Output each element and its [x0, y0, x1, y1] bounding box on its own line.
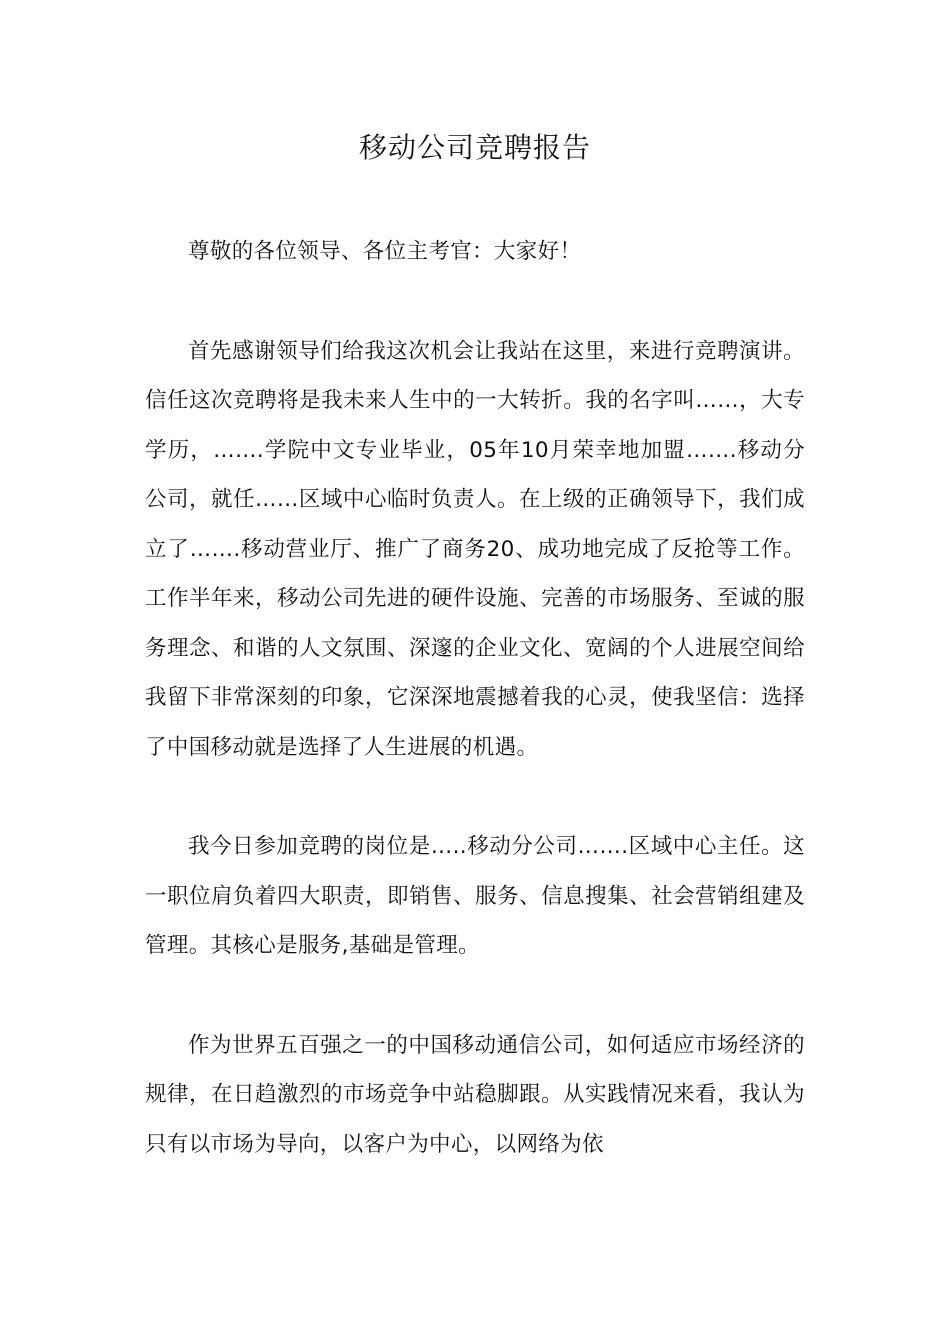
- document-body: [145, 227, 805, 1219]
- paragraph-introduction: 首先感谢领导们给我这次机会让我站在这里，来进行竞聘演讲。信任这次竞聘将是我未来人生中的一大转折。我的名字叫……，大专学历，…….学院中文专业毕业，05年10月荣幸地加盟…….移动分公司，就任……区域中心临时负责人。在上级的正确领导下，我们成立了…….移动营业厅、推广了商务20、成功地完成了反抢等工作。工作半年来，移动公司先进的硬件设施、完善的市场服务、至诚的服务理念、和谐的人文氛围、深邃的企业文化、宽阔的个人进展空间给我留下非常深刻的印象，它深深地震撼着我的心灵，使我坚信：选择了中国移动就是选择了人生进展的机遇。: [145, 338, 805, 760]
- paragraph-greeting: 尊敬的各位领导、各位主考官：大家好！: [188, 239, 582, 264]
- document-title: 移动公司竞聘报告: [358, 131, 591, 164]
- paragraph-market: 作为世界五百强之一的中国移动通信公司，如何适应市场经济的规律，在日趋激烈的市场竞争中站稳脚跟。从实践情况来看，我认为只有以市场为导向，以客户为中心，以网络为依: [145, 1032, 805, 1157]
- paragraph-position: 我今日参加竞聘的岗位是…..移动分公司…….区域中心主任。这一职位肩负着四大职责，即销售、服务、信息搜集、社会营销组建及管理。其核心是服务,基础是管理。: [145, 834, 805, 958]
